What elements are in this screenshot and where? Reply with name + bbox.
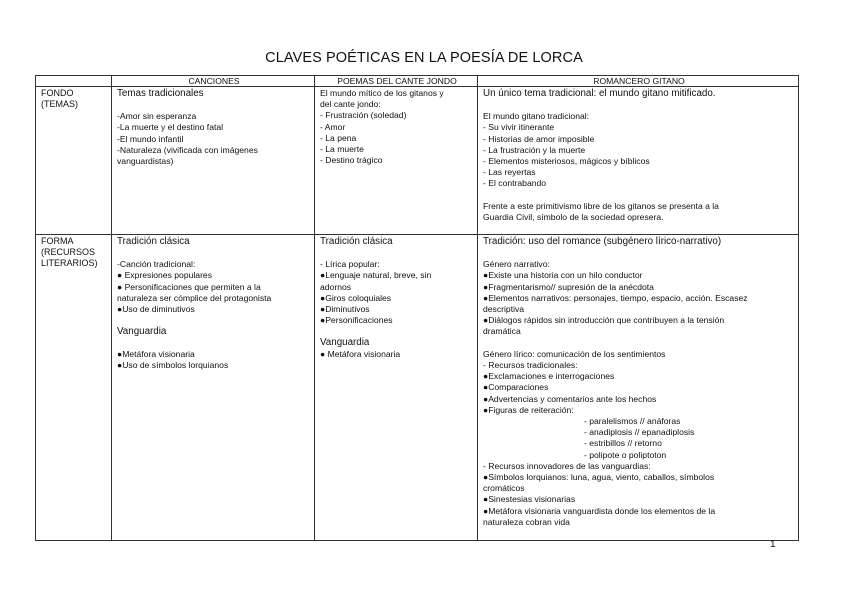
claves-table (35, 75, 799, 541)
cell-line: cromáticos (483, 483, 525, 494)
row-label-line: (TEMAS) (41, 99, 78, 109)
cell-line (117, 338, 311, 349)
cell-line: ●Metáfora visionaria (117, 348, 195, 359)
spacer (320, 326, 474, 336)
cell-line: El mundo gitano tradicional: (483, 111, 590, 122)
cell-line: ●Comparaciones (483, 382, 549, 393)
cell-line: ●Elementos narrativos: personajes, tiempo, espacio, acción. Escasez (483, 292, 748, 303)
cell-line: ● Personificaciones que permiten a la (117, 281, 261, 292)
cell-line: ●Diminutivos (320, 304, 370, 314)
table-header-row (36, 76, 799, 87)
cell-line: - El contrabando (483, 178, 547, 189)
cell-heading: Tradición clásica (320, 236, 393, 247)
cell-line: ●Existe una historia con un hilo conductor (483, 270, 643, 281)
table-row-fondo (36, 87, 799, 235)
cell-line: -El mundo infantil (117, 133, 184, 144)
cell-line: ●Lenguaje natural, breve, sin (320, 270, 432, 281)
cell-line: - Recursos innovadores de las vanguardias: (483, 460, 651, 471)
header-cante-jondo: POEMAS DEL CANTE JONDO (315, 76, 478, 87)
cell-line: Guardia Civil, símbolo de la sociedad opresera. (483, 212, 664, 222)
cell-heading: Tradición clásica (117, 236, 190, 247)
cell-line: adornos (320, 281, 352, 292)
cell-heading: Temas tradicionales (117, 88, 204, 99)
cell-line-indented: - estribillos // retorno (584, 438, 662, 449)
cell-forma-romancero (478, 235, 799, 541)
cell-forma-cante-jondo (315, 235, 478, 541)
cell-line: - La muerte (320, 144, 364, 155)
cell-fondo-cante-jondo (315, 87, 478, 235)
table-row-forma (36, 235, 799, 541)
header-romancero: ROMANCERO GITANO (478, 76, 799, 87)
cell-line: - Historias de amor imposible (483, 133, 595, 144)
row-label-line: FORMA (41, 236, 74, 246)
cell-line (483, 190, 795, 201)
cell-line: del cante jondo: (320, 99, 381, 110)
cell-line: ●Giros coloquiales (320, 292, 392, 303)
cell-line: Frente a este primitivismo libre de los gitanos se presenta a la (483, 200, 719, 211)
cell-line-indented: - polipote o poliptoton (584, 449, 667, 460)
cell-heading: Vanguardia (117, 325, 167, 337)
cell-line: descriptiva (483, 304, 525, 314)
cell-line: ● Expresiones populares (117, 270, 213, 281)
cell-heading: Un único tema tradicional: el mundo gitano mitificado. (483, 88, 716, 99)
cell-line: ●Fragmentarismo// supresión de la anécdota (483, 281, 654, 292)
cell-line: Género narrativo: (483, 259, 550, 270)
cell-forma-canciones (112, 235, 315, 541)
cell-fondo-canciones (112, 87, 315, 235)
row-label-line: (RECURSOS (41, 247, 96, 257)
row-label-fondo (36, 87, 112, 235)
header-empty (36, 76, 112, 87)
cell-line (483, 248, 795, 259)
cell-heading: El mundo mítico de los gitanos y (320, 88, 444, 98)
cell-line: dramática (483, 326, 521, 337)
cell-line (117, 100, 311, 111)
cell-fondo-romancero (478, 87, 799, 235)
cell-line: - Su vivir itinerante (483, 122, 555, 133)
cell-line: naturaleza ser cómplice del protagonista (117, 292, 272, 303)
cell-line: vanguardistas) (117, 156, 174, 166)
cell-line: -La muerte y el destino fatal (117, 122, 224, 133)
cell-line: ● Metáfora visionaria (320, 348, 401, 359)
row-label-line: LITERARIOS) (41, 258, 98, 268)
cell-heading: Tradición: uso del romance (subgénero lírico-narrativo) (483, 236, 722, 247)
cell-line: - La frustración y la muerte (483, 144, 586, 155)
header-canciones: CANCIONES (112, 76, 315, 87)
cell-heading: Vanguardia (320, 336, 370, 348)
cell-line (117, 248, 311, 259)
cell-line (320, 248, 474, 259)
cell-line: - Amor (320, 121, 346, 132)
cell-line: ●Personificaciones (320, 315, 393, 326)
cell-line: ●Advertencias y comentarios ante los hechos (483, 393, 657, 404)
cell-line: ●Metáfora visionaria vanguardista donde los elementos de la (483, 505, 716, 516)
cell-line: -Canción tradicional: (117, 259, 196, 270)
cell-line-indented: - anadiplosis // epanadiplosis (584, 427, 695, 438)
page-number: 1 (770, 539, 776, 550)
spacer (117, 315, 311, 325)
cell-line: - Lírica popular: (320, 259, 380, 270)
cell-line: naturaleza cobran vida (483, 516, 570, 527)
cell-line: - La pena (320, 132, 357, 143)
cell-line: - Elementos misteriosos, mágicos y bíblicos (483, 156, 650, 166)
cell-line: ●Diálogos rápidos sin introducción que contribuyen a la tensión (483, 315, 725, 326)
cell-line: - Recursos tradicionales: (483, 360, 578, 370)
row-label-forma (36, 235, 112, 541)
cell-line: -Naturaleza (vivificada con imágenes (117, 144, 258, 155)
cell-line: -Amor sin esperanza (117, 111, 197, 122)
cell-line: - Destino trágico (320, 155, 383, 166)
cell-line-indented: - paralelismos // anáforas (584, 416, 681, 427)
cell-line (483, 338, 795, 349)
cell-line: Género lírico: comunicación de los sentimientos (483, 348, 666, 359)
cell-line: ●Figuras de reiteración: (483, 404, 574, 415)
cell-line: - Frustración (soledad) (320, 110, 407, 121)
cell-line: ●Sinestesias visionarias (483, 494, 576, 505)
cell-line: ●Exclamaciones e interrogaciones (483, 371, 615, 382)
page-title: CLAVES POÉTICAS EN LA POESÍA DE LORCA (265, 50, 583, 66)
cell-line (483, 100, 795, 111)
cell-line: - Las reyertas (483, 167, 536, 178)
cell-line: ●Uso de diminutivos (117, 304, 195, 314)
cell-line: ●Símbolos lorquianos: luna, agua, viento, caballos, símbolos (483, 472, 715, 483)
row-label-line: FONDO (41, 88, 74, 98)
cell-line: ●Uso de símbolos lorquianos (117, 359, 229, 370)
